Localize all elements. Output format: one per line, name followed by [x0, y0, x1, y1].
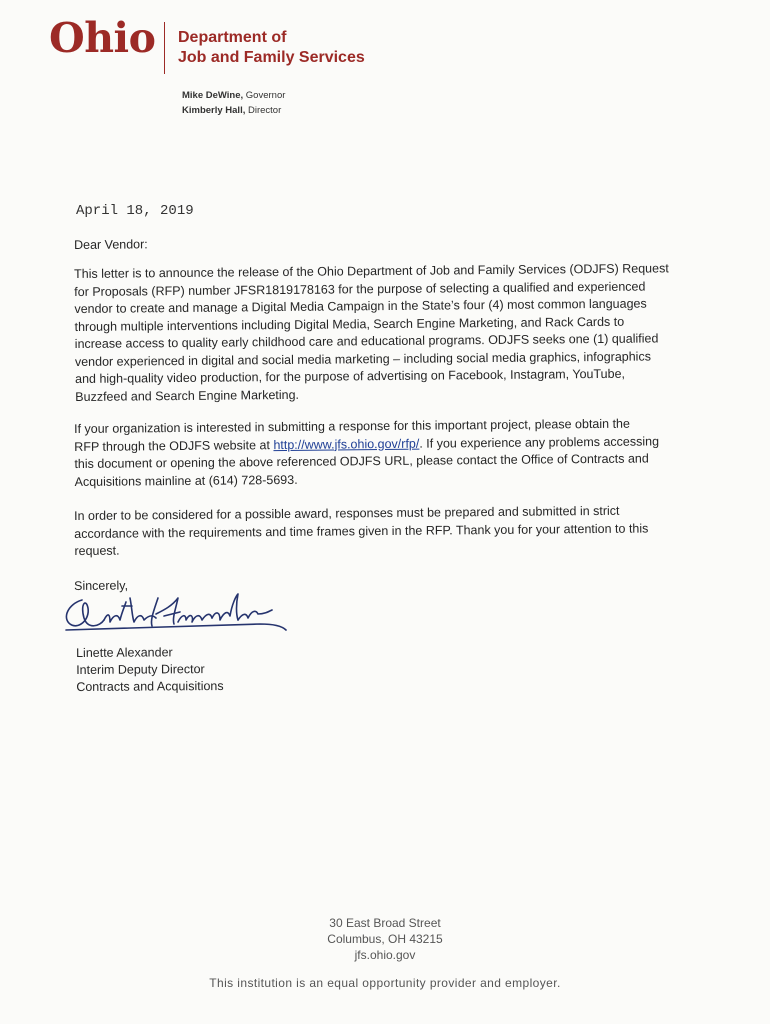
governor-title: Governor — [245, 90, 286, 101]
text-line: vendor to create and manage a Digital Media Campaign in the State’s four (4) most common languages — [74, 296, 647, 316]
paragraph-announcement — [74, 260, 675, 406]
logo-divider — [164, 22, 165, 74]
text-line: this document or opening the above referenced ODJFS URL, please contact the Office of Contracts and — [74, 451, 649, 471]
department-name — [178, 28, 365, 68]
text-line: request. — [74, 543, 120, 558]
text-line: vendor experienced in digital and social media marketing – including social media graphics, infographics — [74, 348, 651, 369]
department-line-1: Department of — [178, 29, 287, 46]
address-line-1: 30 East Broad Street — [329, 916, 441, 930]
signer-name: Linette Alexander — [76, 645, 173, 660]
director-title: Director — [248, 105, 282, 116]
text-line: Buzzfeed and Search Engine Marketing. — [75, 387, 300, 404]
address-line-2: Columbus, OH 43215 — [327, 932, 443, 946]
text-line: Acquisitions mainline at (614) 728-5693. — [74, 472, 298, 489]
ohio-logo: Ohio — [49, 14, 156, 62]
letter-date: April 18, 2019 — [76, 203, 194, 219]
text-line: for Proposals (RFP) number JFSR1819178163 for the purpose of selecting a qualified and experienced — [74, 279, 646, 299]
director-line — [182, 103, 285, 118]
footer-address — [0, 915, 770, 963]
closing: Sincerely, — [74, 578, 129, 593]
text-line: If your organization is interested in submitting a response for this important project, please obtain the — [74, 416, 630, 436]
salutation: Dear Vendor: — [74, 237, 148, 252]
eeo-statement: This institution is an equal opportunity provider and employer. — [209, 976, 561, 990]
text-line: accordance with the requirements and time frames given in the RFP. Thank you for your attention to this — [74, 520, 649, 541]
paragraph-requirements — [74, 502, 674, 560]
signer-office: Contracts and Acquisitions — [76, 678, 224, 694]
governor-line — [182, 88, 285, 103]
text-line: through multiple interventions including Digital Media, Search Engine Marketing, and Rack Cards to — [74, 314, 625, 334]
signer-title: Interim Deputy Director — [76, 662, 205, 677]
text-line: and high-quality video production, for the purpose of advertising on Facebook, Instagram, YouTube, — [75, 366, 626, 386]
handwritten-signature — [60, 584, 310, 644]
rfp-website-link[interactable]: http://www.jfs.ohio.gov/rfp/ — [273, 436, 420, 452]
text-segment: . If you experience any problems accessing — [419, 433, 660, 451]
department-line-2: Job and Family Services — [178, 49, 365, 66]
officials-block — [182, 88, 285, 118]
text-line: increase access to quality early childhood care and educational programs. ODJFS seeks one (1) qualified — [74, 331, 659, 351]
paragraph-instructions — [74, 415, 675, 491]
text-line: This letter is to announce the release of the Ohio Department of Job and Family Services (ODJFS) Request — [74, 261, 669, 281]
footer-website: jfs.ohio.gov — [354, 948, 416, 962]
text-line: In order to be considered for a possible award, responses must be prepared and submitted in strict — [74, 503, 620, 523]
text-segment: RFP through the ODJFS website at — [74, 437, 274, 454]
governor-name: Mike DeWine, — [182, 90, 244, 101]
signer-block — [76, 644, 224, 696]
director-name: Kimberly Hall, — [182, 105, 246, 116]
